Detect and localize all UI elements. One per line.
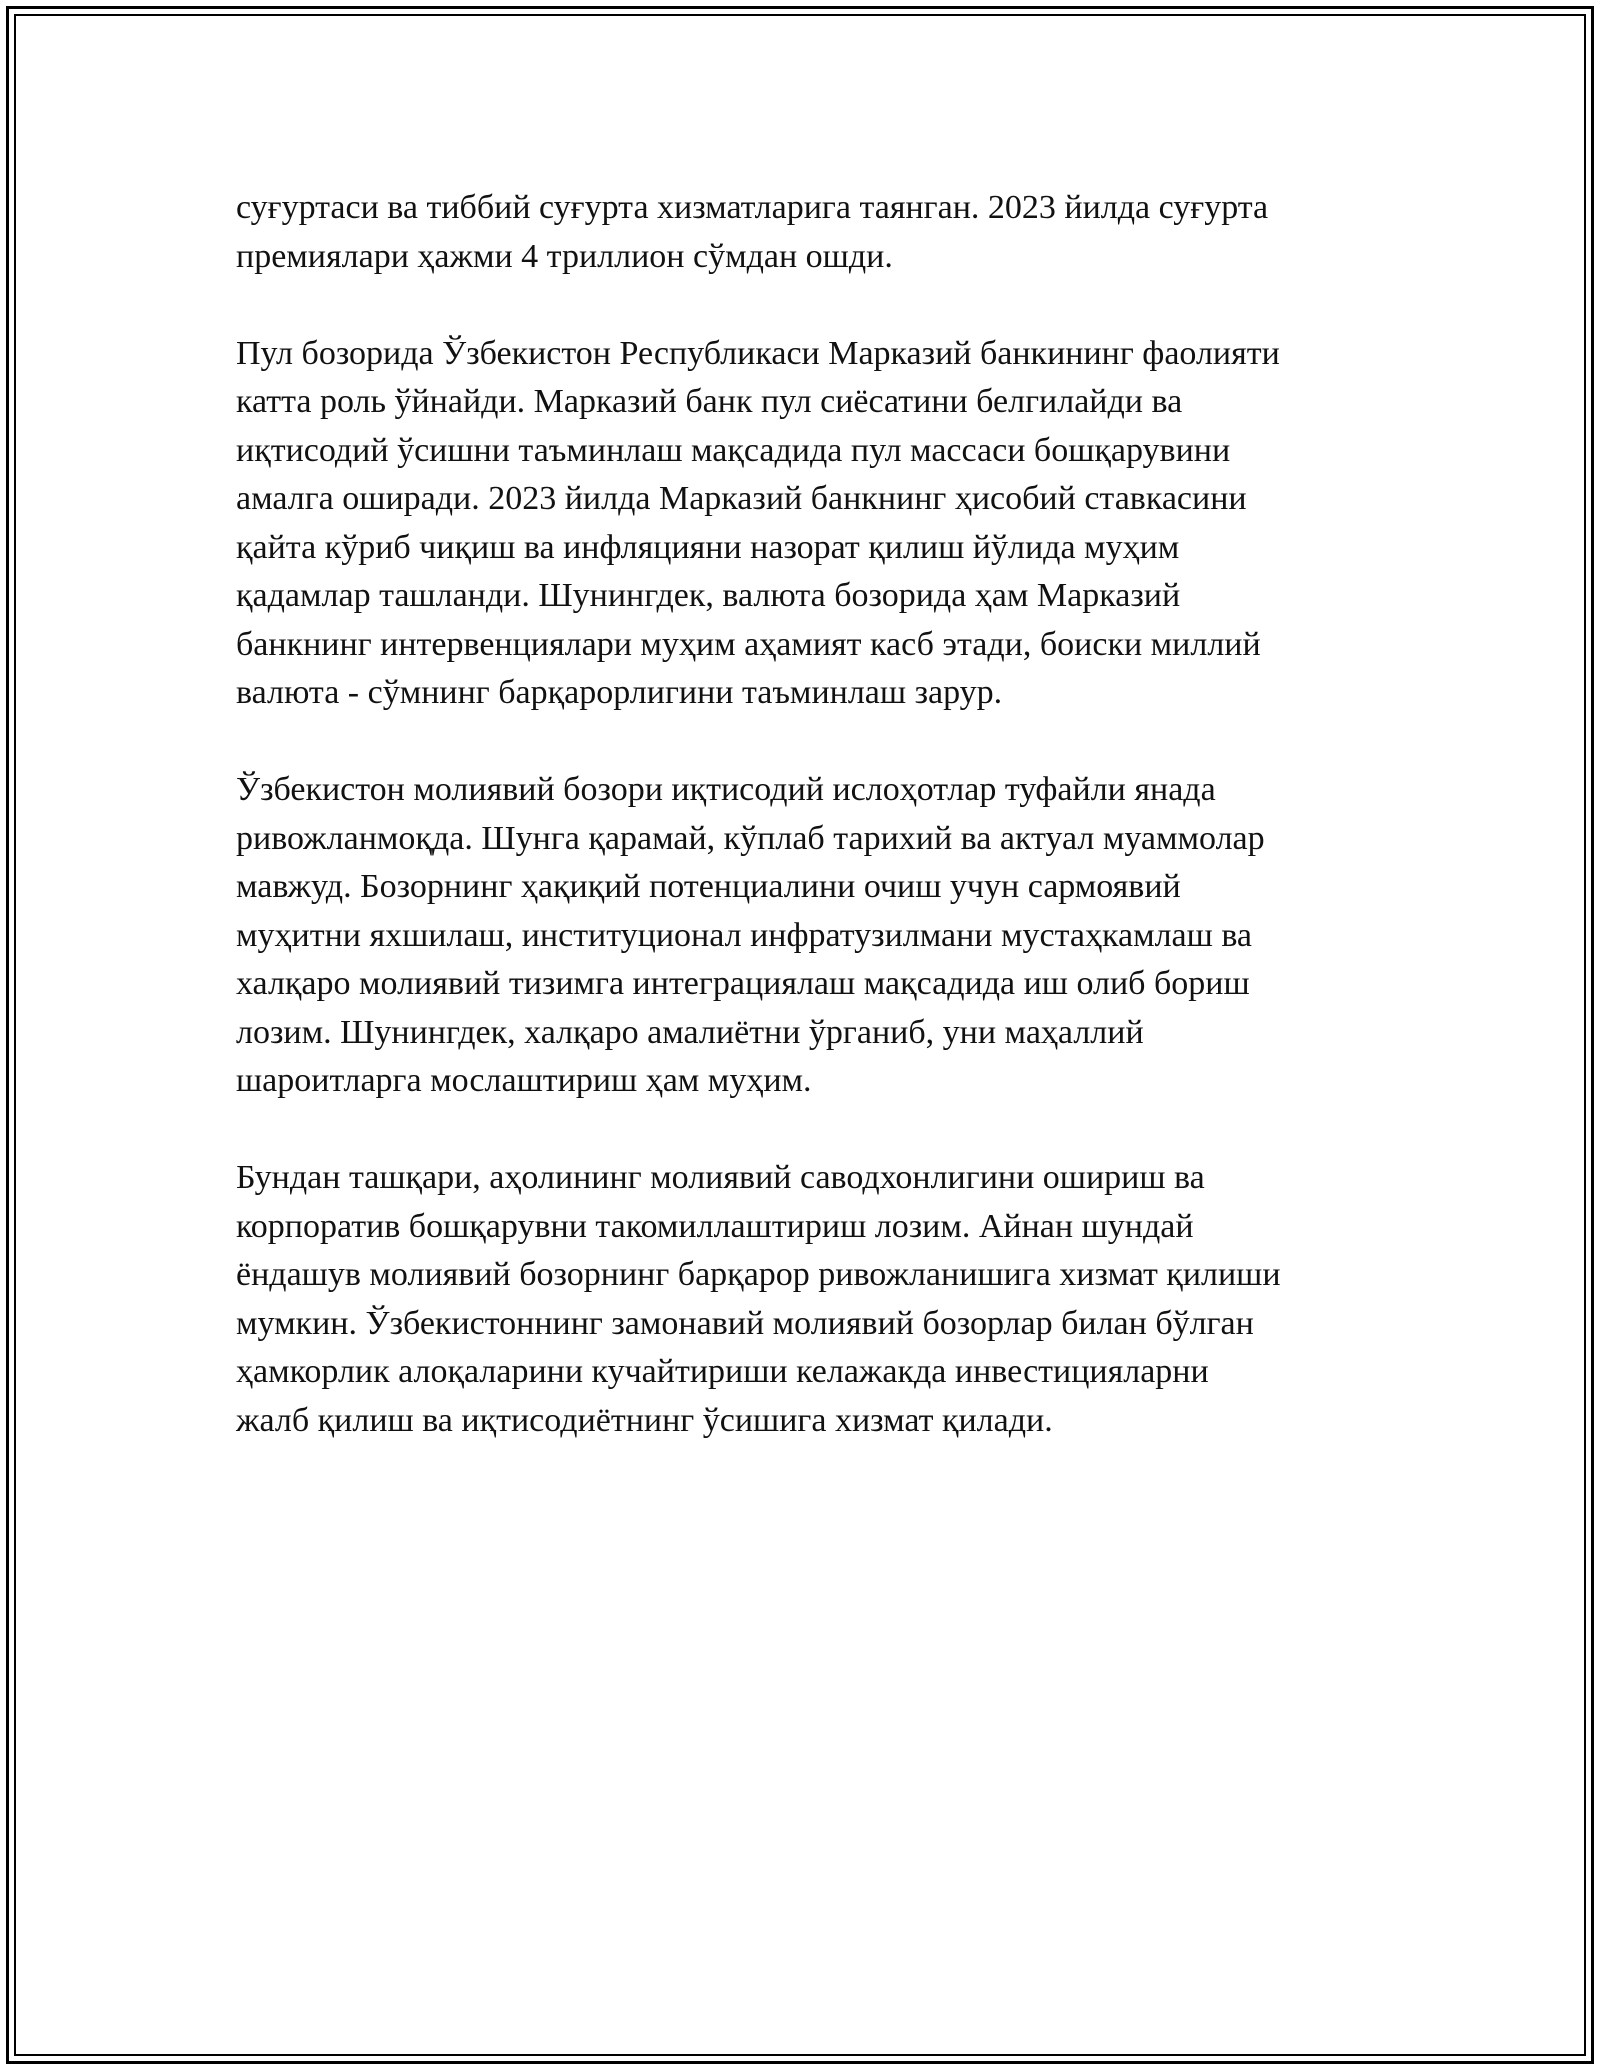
text-line: шароитларга мослаштириш ҳам муҳим.: [236, 1062, 812, 1099]
paragraph-central-bank: [236, 330, 1396, 718]
text-line: жалб қилиш ва иқтисодиётнинг ўсишига хизмат қилади.: [236, 1401, 1053, 1439]
text-line: валюта - сўмнинг барқарорлигини таъминлаш зарур.: [236, 674, 1003, 711]
text-line: Ўзбекистон молиявий бозори иқтисодий ислоҳотлар туфайли янада: [236, 771, 1216, 808]
text-line: иқтисодий ўсишни таъминлаш мақсадида пул массаси бошқарувини: [236, 431, 1231, 469]
paragraph-insurance: [236, 184, 1396, 281]
text-line: қадамлар ташланди. Шунингдек, валюта бозорида ҳам Марказий: [236, 577, 1181, 614]
text-line: мумкин. Ўзбекистоннинг замонавий молиявий бозорлар билан бўлган: [236, 1304, 1254, 1342]
text-line: премиялари ҳажми 4 триллион сўмдан ошди.: [236, 237, 893, 275]
text-line: банкнинг интервенциялари муҳим аҳамият касб этади, боиски миллий: [236, 625, 1261, 663]
text-line: ривожланмоқда. Шунга қарамай, кўплаб тарихий ва актуал муаммолар: [236, 819, 1265, 857]
text-line: лозим. Шунингдек, халқаро амалиётни ўрганиб, уни маҳаллий: [236, 1013, 1144, 1051]
text-line: корпоратив бошқарувни такомиллаштириш лозим. Айнан шундай: [236, 1207, 1194, 1245]
text-line: халқаро молиявий тизимга интеграциялаш мақсадида иш олиб бориш: [236, 965, 1250, 1002]
text-line: Бундан ташқари, аҳолининг молиявий саводхонлигини ошириш ва: [236, 1159, 1205, 1196]
text-line: катта роль ўйнайди. Марказий банк пул сиёсатини белгилайди ва: [236, 383, 1183, 420]
paragraph-reforms: [236, 766, 1396, 1106]
text-line: муҳитни яхшилаш, институционал инфратузилмани мустаҳкамлаш ва: [236, 916, 1253, 954]
text-line: ёндашув молиявий бозорнинг барқарор ривожланишига хизмат қилиши: [236, 1256, 1281, 1293]
paragraph-literacy: [236, 1154, 1396, 1445]
text-line: мавжуд. Бозорнинг ҳақиқий потенциалини очиш учун сармоявий: [236, 868, 1181, 905]
text-line: суғуртаси ва тиббий суғурта хизматларига таянган. 2023 йилда суғурта: [236, 189, 1269, 226]
text-line: Пул бозорида Ўзбекистон Республикаси Марказий банкининг фаолияти: [236, 334, 1280, 372]
text-line: қайта кўриб чиқиш ва инфляцияни назорат қилиш йўлида муҳим: [236, 528, 1180, 566]
text-line: ҳамкорлик алоқаларини кучайтириши келажакда инвестицияларни: [236, 1353, 1209, 1390]
document-body: [236, 184, 1396, 1494]
text-line: амалга оширади. 2023 йилда Марказий банкнинг ҳисобий ставкасини: [236, 480, 1247, 517]
